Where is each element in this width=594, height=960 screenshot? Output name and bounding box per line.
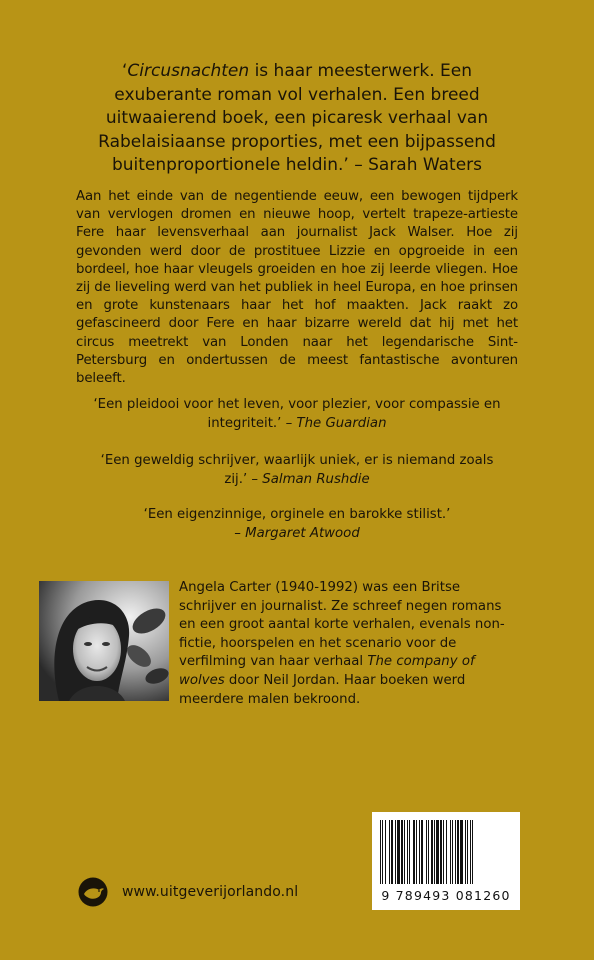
barcode-bar: [467, 820, 468, 884]
quote-source: – Margaret Atwood: [234, 525, 360, 541]
author-bio: [179, 579, 519, 709]
bird-logo-icon: [78, 877, 108, 907]
barcode-bar: [413, 820, 415, 884]
barcode-bar: [407, 820, 408, 884]
publisher-website[interactable]: [78, 876, 378, 908]
quote-text: ‘Een geweldig schrijver, waarlijk uniek, er is niemand zoals zij.’ –: [100, 453, 494, 487]
quote-text: ‘Een eigenzinnige, orginele en barokke stilist.’: [143, 507, 451, 522]
barcode-bar: [434, 820, 435, 884]
quote-open-mark: ‘: [121, 61, 128, 81]
barcode-bar: [428, 820, 429, 884]
bio-work-title: The company of wolves: [179, 654, 475, 688]
barcode-bar: [472, 820, 473, 884]
barcode-bar: [457, 820, 459, 884]
author-photo: [39, 581, 169, 701]
barcode-bar: [460, 820, 463, 884]
top-quote: [80, 60, 514, 178]
top-quote-text: is haar meesterwerk. Een exuberante roman vol verhalen. Een breed uitwaaierend boek, een picaresk verhaal van Rabelaisiaanse proporties, met een bijpassend buitenproportionele heldin.’ – Sarah Waters: [98, 61, 496, 175]
quote-text: ‘Een pleidooi voor het leven, voor plezier, voor compassie en integriteit.’ –: [93, 397, 501, 431]
quote-source: The Guardian: [296, 415, 387, 431]
bio-text: Angela Carter (1940-1992) was een Britse schrijver en journalist. Ze schreef negen romans en een groot aantal korte verhalen, evenals non-fictie, hoorspelen en het scenario voor de verfilming van haar verhaal: [179, 580, 505, 670]
barcode-bar: [421, 820, 423, 884]
author-portrait-image: [39, 581, 169, 701]
barcode-bar: [431, 820, 433, 884]
barcode-bar: [465, 820, 466, 884]
book-title: Circusnachten: [127, 61, 250, 81]
barcode-bar: [385, 820, 386, 884]
barcode-bar: [389, 820, 390, 884]
barcode-bar: [401, 820, 403, 884]
review-quote-guardian: [90, 396, 504, 433]
barcode-bar: [416, 820, 417, 884]
review-quote-rushdie: [90, 452, 504, 489]
barcode-bar: [380, 820, 381, 884]
barcode-bar: [452, 820, 453, 884]
barcode-bar: [404, 820, 405, 884]
barcode-bar: [409, 820, 410, 884]
barcode-bars: [380, 820, 512, 884]
barcode-bar: [450, 820, 451, 884]
barcode-bar: [446, 820, 447, 884]
publisher-url[interactable]: www.uitgeverijorlando.nl: [122, 884, 299, 900]
barcode-bar: [436, 820, 439, 884]
review-quote-atwood: [90, 506, 504, 543]
quote-source: Salman Rushdie: [262, 471, 370, 487]
barcode-bar: [455, 820, 456, 884]
isbn-digits: 9 789493 081260: [381, 888, 511, 903]
barcode-bar: [419, 820, 420, 884]
barcode-bar: [391, 820, 393, 884]
barcode-bar: [426, 820, 427, 884]
barcode-bar: [397, 820, 400, 884]
barcode-bar: [470, 820, 471, 884]
book-blurb: Aan het einde van de negentiende eeuw, een bewogen tijdperk van vervlogen dromen en nieuwe hoop, vertelt trapeze-artieste Fere haar levensverhaal aan journalist Jack Walser. Hoe zij gevonden werd door de prostituee Lizzie en opgroeide in een bordeel, hoe haar vleugels groeiden en hoe zij leerde vliegen. Hoe zij de lieveling werd van het publiek in heel Europa, en hoe prinsen en grote kunstenaars haar het hof maakten. Jack raakt zo gefascineerd door Fere en haar bizarre wereld dat hij met het circus meetrekt van Londen naar het legendarische Sint-Petersburg en ondertussen de meest fantastische avonturen beleeft.: [76, 189, 518, 387]
barcode-bar: [382, 820, 383, 884]
barcode-bar: [395, 820, 396, 884]
barcode-bar: [440, 820, 442, 884]
bio-text-end: door Neil Jordan. Haar boeken werd meerdere malen bekroond.: [179, 672, 466, 707]
barcode-bar: [443, 820, 444, 884]
isbn-barcode: [372, 812, 520, 910]
